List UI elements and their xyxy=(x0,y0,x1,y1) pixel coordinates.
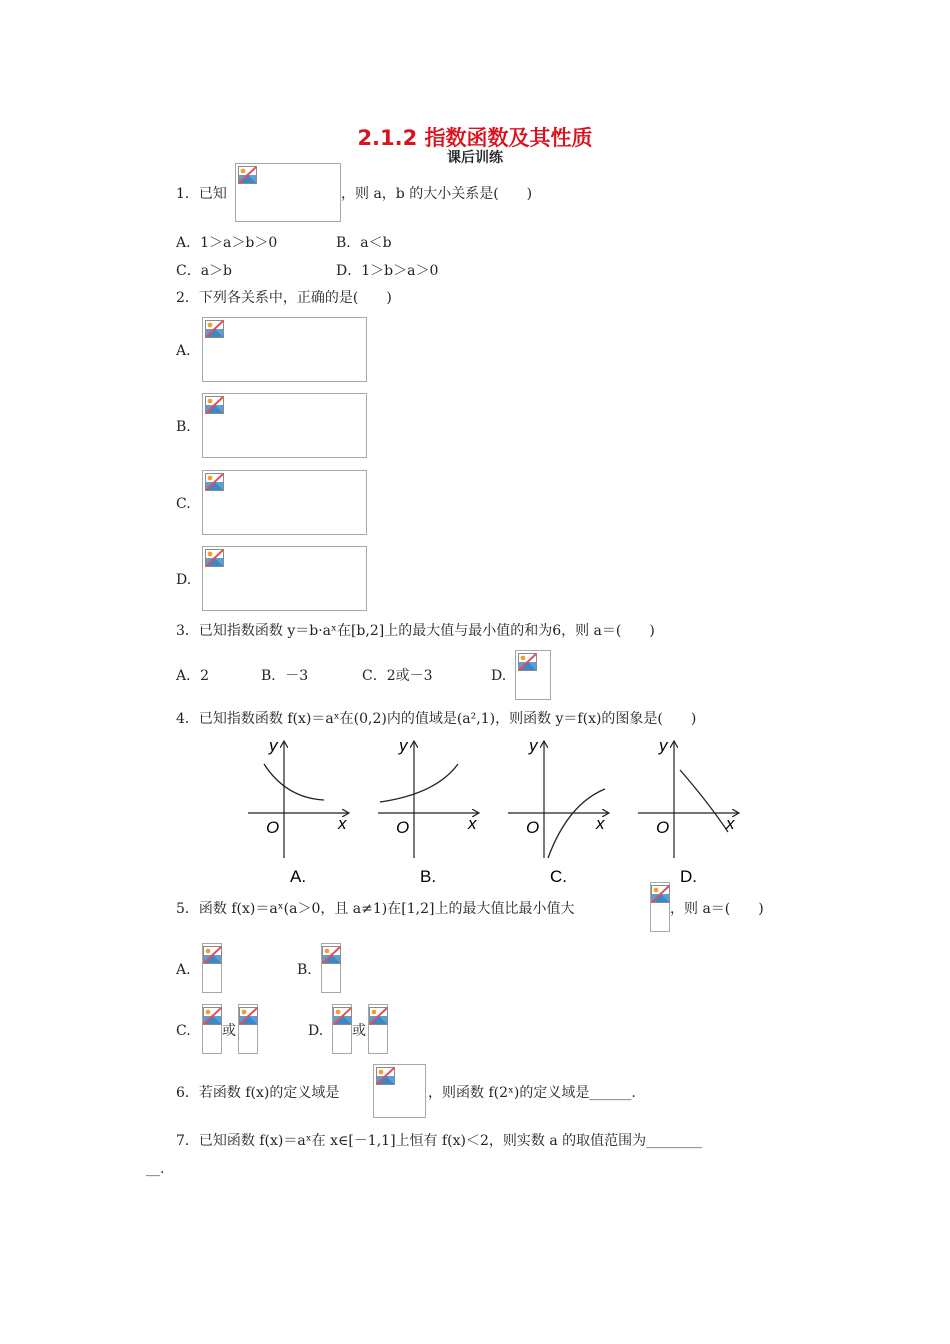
graph-b-x-label: x xyxy=(468,814,477,833)
broken-image-icon xyxy=(322,946,341,964)
graph-a-label: A. xyxy=(290,867,307,886)
graph-c-y-label: y xyxy=(529,736,538,755)
q5-c-or: 或 xyxy=(222,1023,236,1039)
q6-stem-end: ，则函数 f(2ˣ)的定义域是______. xyxy=(428,1085,636,1101)
page-subtitle: 课后训练 xyxy=(447,150,503,166)
graph-d-curve xyxy=(680,770,728,832)
broken-image-icon xyxy=(205,473,224,491)
q5-d2-image-placeholder xyxy=(368,1004,388,1054)
q5-a-image-placeholder xyxy=(202,943,222,993)
q2-stem: 2．下列各关系中，正确的是( ) xyxy=(176,290,392,306)
q5-option-a: A. xyxy=(176,962,191,978)
graph-b-curve xyxy=(380,764,458,802)
q2-option-c: C. xyxy=(176,496,191,512)
q5-d-or: 或 xyxy=(352,1023,366,1039)
broken-image-icon xyxy=(203,1007,222,1025)
broken-image-icon xyxy=(333,1007,352,1025)
q4-graphs xyxy=(230,732,760,890)
graph-b-y-label: y xyxy=(399,736,408,755)
broken-image-icon xyxy=(238,166,257,184)
q3-option-a: A．2 xyxy=(176,668,210,684)
q4-stem: 4．已知指数函数 f(x)＝aˣ在(0,2)内的值域是(a²,1)，则函数 y＝f(x)的图象是( ) xyxy=(176,711,697,727)
page-title: 2.1.2 指数函数及其性质 xyxy=(357,126,593,150)
graph-c-origin: O xyxy=(526,818,540,837)
graph-a xyxy=(248,736,348,886)
q1-option-b: B．a＜b xyxy=(336,235,392,251)
graph-b xyxy=(378,736,478,886)
q2-d-image-placeholder xyxy=(202,546,367,611)
broken-image-icon xyxy=(205,396,224,414)
q5-c2-image-placeholder xyxy=(238,1004,258,1054)
graph-b-origin: O xyxy=(396,818,410,837)
broken-image-icon xyxy=(205,320,224,338)
q2-option-b: B. xyxy=(176,419,191,435)
graph-c-x-label: x xyxy=(596,814,605,833)
q1-option-c: C．a＞b xyxy=(176,263,233,279)
graph-a-origin: O xyxy=(266,818,280,837)
q5-stem-image-placeholder xyxy=(650,882,670,932)
q3-d-image-placeholder xyxy=(515,650,551,700)
broken-image-icon xyxy=(205,549,224,567)
q1-option-a: A．1＞a＞b＞0 xyxy=(176,235,278,251)
q3-option-b: B．－3 xyxy=(261,668,309,684)
graph-b-label: B. xyxy=(420,867,437,886)
q2-option-a: A. xyxy=(176,343,191,359)
q2-option-d: D. xyxy=(176,572,192,588)
q2-a-image-placeholder xyxy=(202,317,367,382)
graph-a-curve xyxy=(264,764,324,800)
graph-c xyxy=(508,736,608,886)
q2-c-image-placeholder xyxy=(202,470,367,535)
q3-option-d: D. xyxy=(491,668,507,684)
graph-d-label: D. xyxy=(680,867,697,886)
q1-stem: ，则 a，b 的大小关系是( ) xyxy=(341,186,533,202)
q7-answer-blank-tail: __. xyxy=(146,1161,165,1177)
graph-c-label: C. xyxy=(550,867,567,886)
q3-stem: 3．已知指数函数 y＝b·aˣ在[b,2]上的最大值与最小值的和为6，则 a＝( ) xyxy=(176,623,655,639)
q5-c1-image-placeholder xyxy=(202,1004,222,1054)
broken-image-icon xyxy=(239,1007,258,1025)
broken-image-icon xyxy=(203,946,222,964)
graph-d-origin: O xyxy=(656,818,670,837)
broken-image-icon xyxy=(518,653,537,671)
q7-stem: 7．已知函数 f(x)＝aˣ在 x∈[－1,1]上恒有 f(x)＜2，则实数 a 的取值范围为________ xyxy=(176,1133,703,1149)
q5-option-c: C. xyxy=(176,1023,191,1039)
graph-a-y-label: y xyxy=(269,736,278,755)
graph-d-x-label: x xyxy=(726,814,735,833)
q1-option-d: D．1＞b＞a＞0 xyxy=(336,263,439,279)
q2-b-image-placeholder xyxy=(202,393,367,458)
graph-d xyxy=(638,736,738,886)
q5-stem-start: 5．函数 f(x)＝aˣ(a＞0，且 a≠1)在[1,2]上的最大值比最小值大 xyxy=(176,901,575,917)
q3-option-c: C．2或－3 xyxy=(362,668,433,684)
q1-image-placeholder xyxy=(235,163,341,222)
q5-stem-end: ，则 a＝( ) xyxy=(670,901,764,917)
q5-option-d: D. xyxy=(308,1023,324,1039)
q1-number: 1．已知 xyxy=(176,186,227,202)
graph-a-x-label: x xyxy=(338,814,347,833)
q5-b-image-placeholder xyxy=(321,943,341,993)
q6-image-placeholder xyxy=(373,1064,426,1118)
broken-image-icon xyxy=(651,885,670,903)
q5-option-b: B. xyxy=(297,962,312,978)
graph-d-y-label: y xyxy=(659,736,668,755)
q6-stem-start: 6．若函数 f(x)的定义域是 xyxy=(176,1085,340,1101)
broken-image-icon xyxy=(369,1007,388,1025)
broken-image-icon xyxy=(376,1067,395,1085)
q5-d1-image-placeholder xyxy=(332,1004,352,1054)
